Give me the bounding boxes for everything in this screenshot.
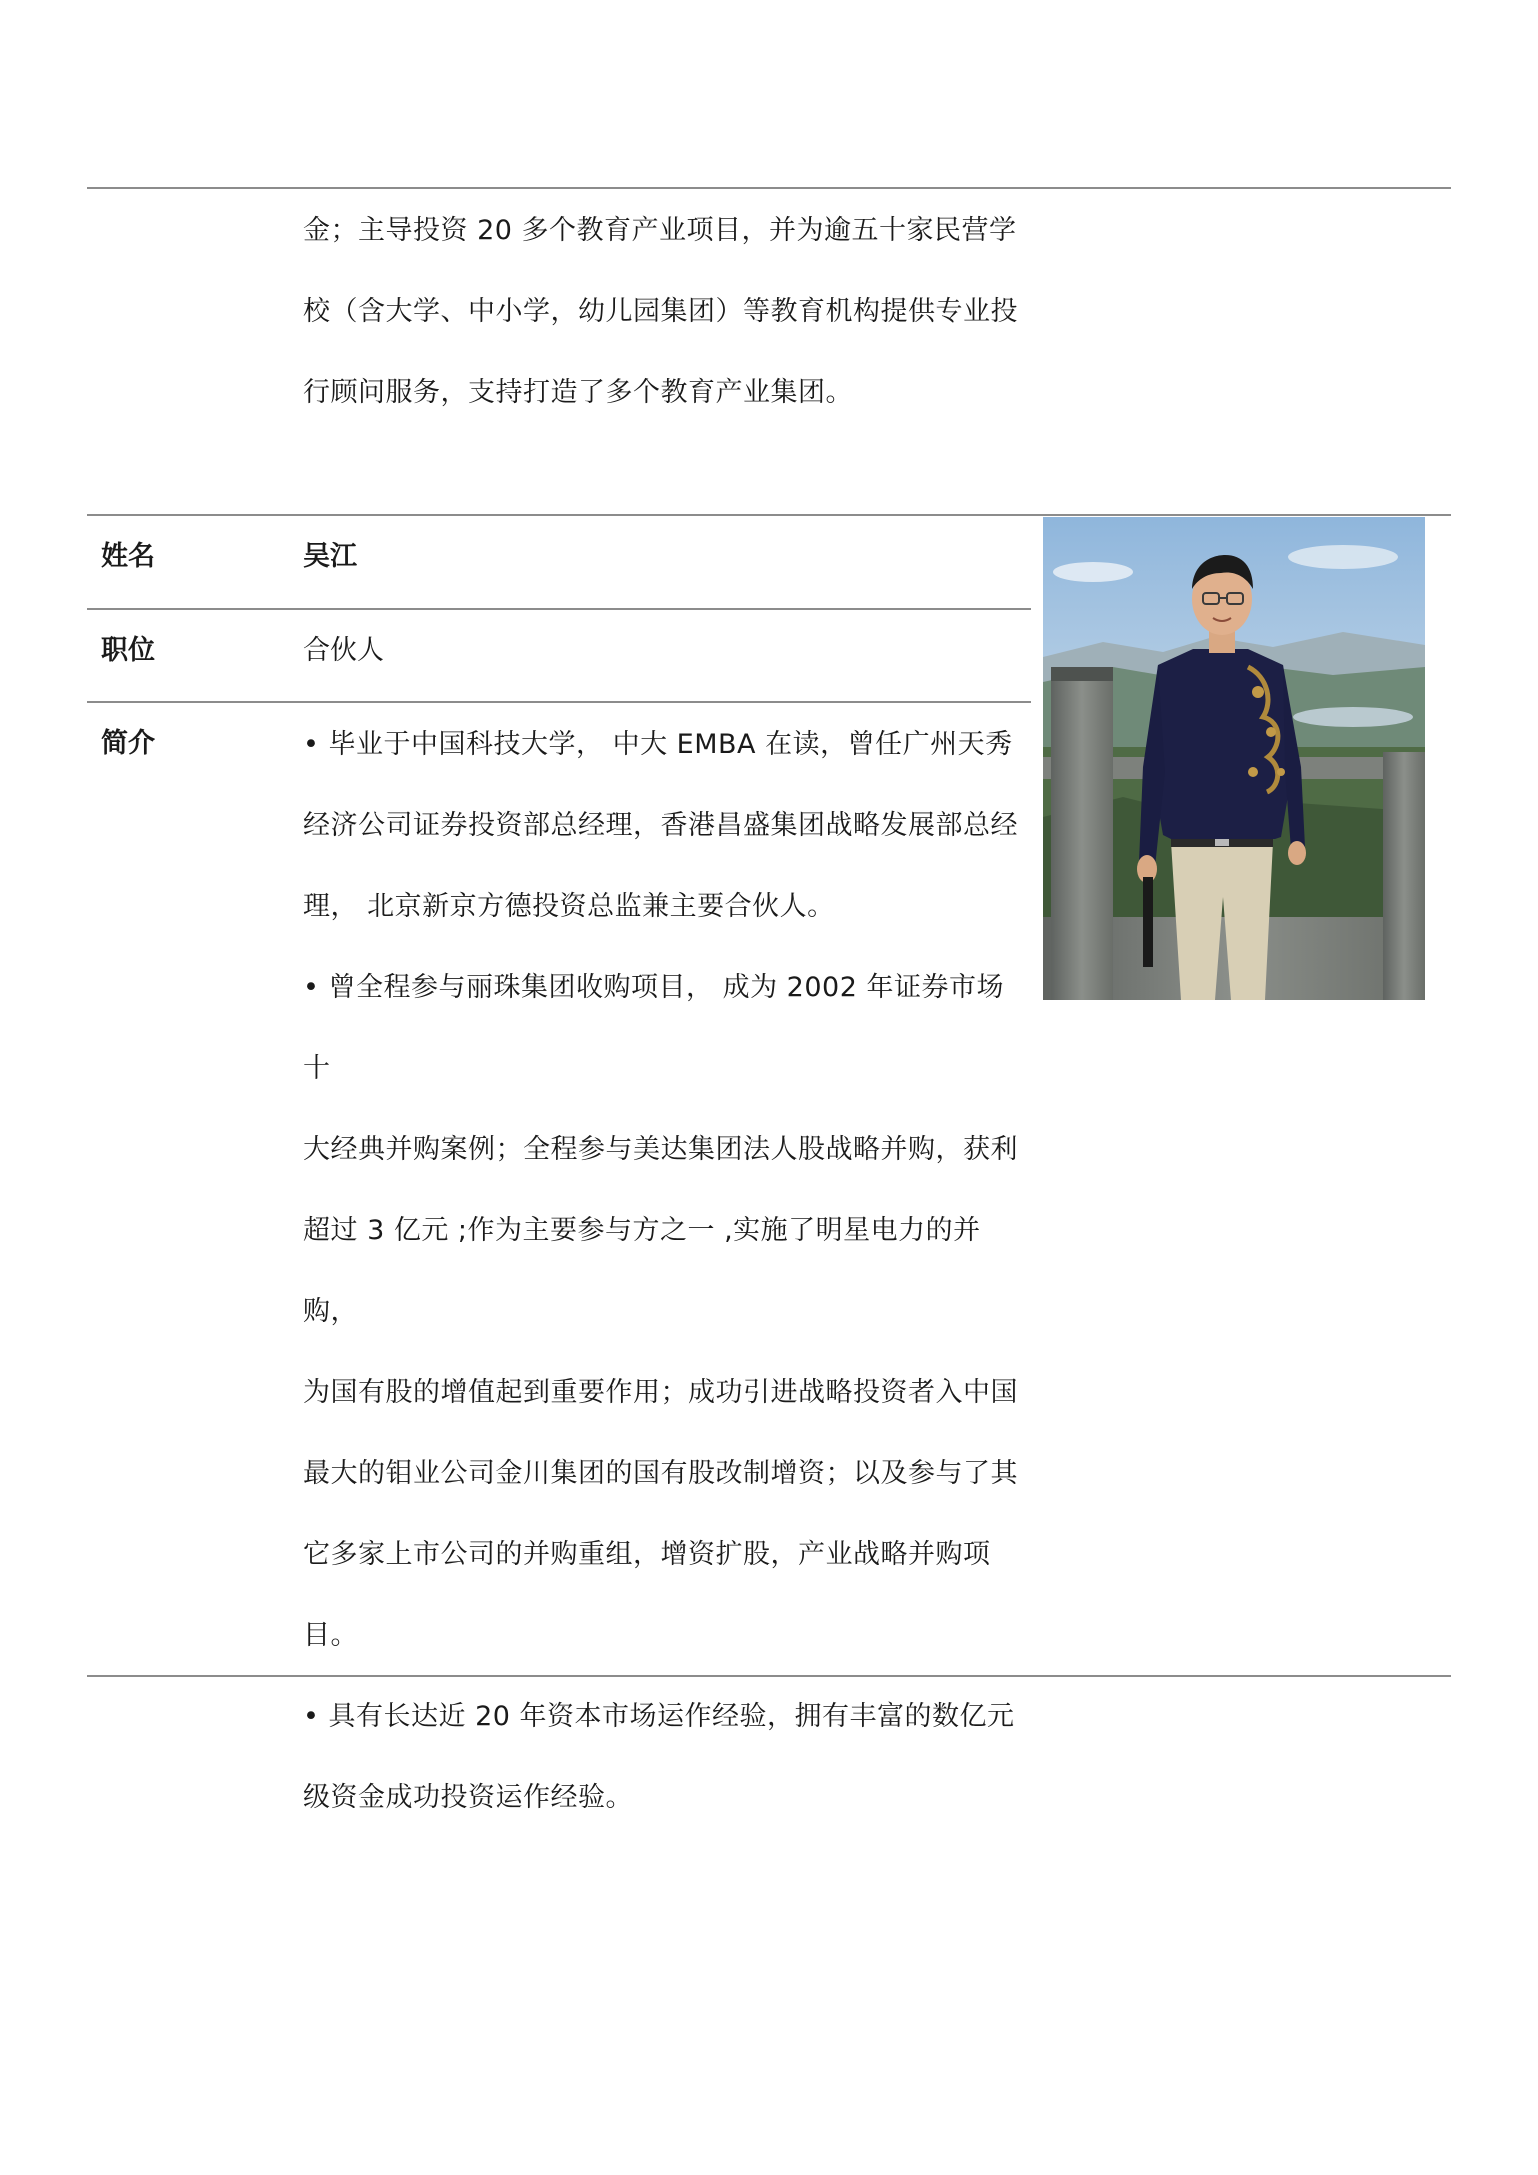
bio-line: 经济公司证券投资部总经理，香港昌盛集团战略发展部总经: [303, 810, 1018, 841]
bio-line: 级资金成功投资运作经验。: [303, 1782, 633, 1813]
top-divider: [87, 187, 1451, 189]
bio-line: • 毕业于中国科技大学， 中大 EMBA 在读，曾任广州天秀: [303, 729, 1013, 760]
portrait-photo: [1043, 517, 1425, 1000]
section-divider: [87, 514, 1451, 516]
row-divider: [87, 608, 1031, 610]
intro-line: 行顾问服务，支持打造了多个教育产业集团。: [303, 377, 853, 408]
name-label: 姓名: [101, 541, 155, 572]
intro-line: 金；主导投资 20 多个教育产业项目，并为逾五十家民营学: [303, 215, 1017, 246]
bio-line: 理， 北京新京方德投资总监兼主要合伙人。: [303, 891, 835, 922]
bio-text: [303, 704, 1023, 1838]
bio-line: 超过 3 亿元 ;作为主要参与方之一 ,实施了明星电力的并购，: [303, 1215, 981, 1327]
bio-line: 为国有股的增值起到重要作用；成功引进战略投资者入中国: [303, 1377, 1018, 1408]
intro-line: 校（含大学、中小学，幼儿园集团）等教育机构提供专业投: [303, 296, 1018, 327]
intro-paragraph: [303, 190, 1023, 433]
position-label: 职位: [101, 635, 155, 666]
row-divider: [87, 701, 1031, 703]
bio-line: • 具有长达近 20 年资本市场运作经验，拥有丰富的数亿元: [303, 1701, 1015, 1732]
bio-line: 它多家上市公司的并购重组，增资扩股，产业战略并购项目。: [303, 1539, 991, 1651]
bio-label: 简介: [101, 728, 155, 759]
bio-line: 大经典并购案例；全程参与美达集团法人股战略并购，获利: [303, 1134, 1018, 1165]
position-value: 合伙人: [303, 635, 384, 666]
bottom-divider: [87, 1675, 1451, 1677]
name-value: 吴江: [303, 541, 357, 572]
bio-line: • 曾全程参与丽珠集团收购项目， 成为 2002 年证券市场十: [303, 972, 1004, 1084]
bio-line: 最大的钼业公司金川集团的国有股改制增资；以及参与了其: [303, 1458, 1018, 1489]
